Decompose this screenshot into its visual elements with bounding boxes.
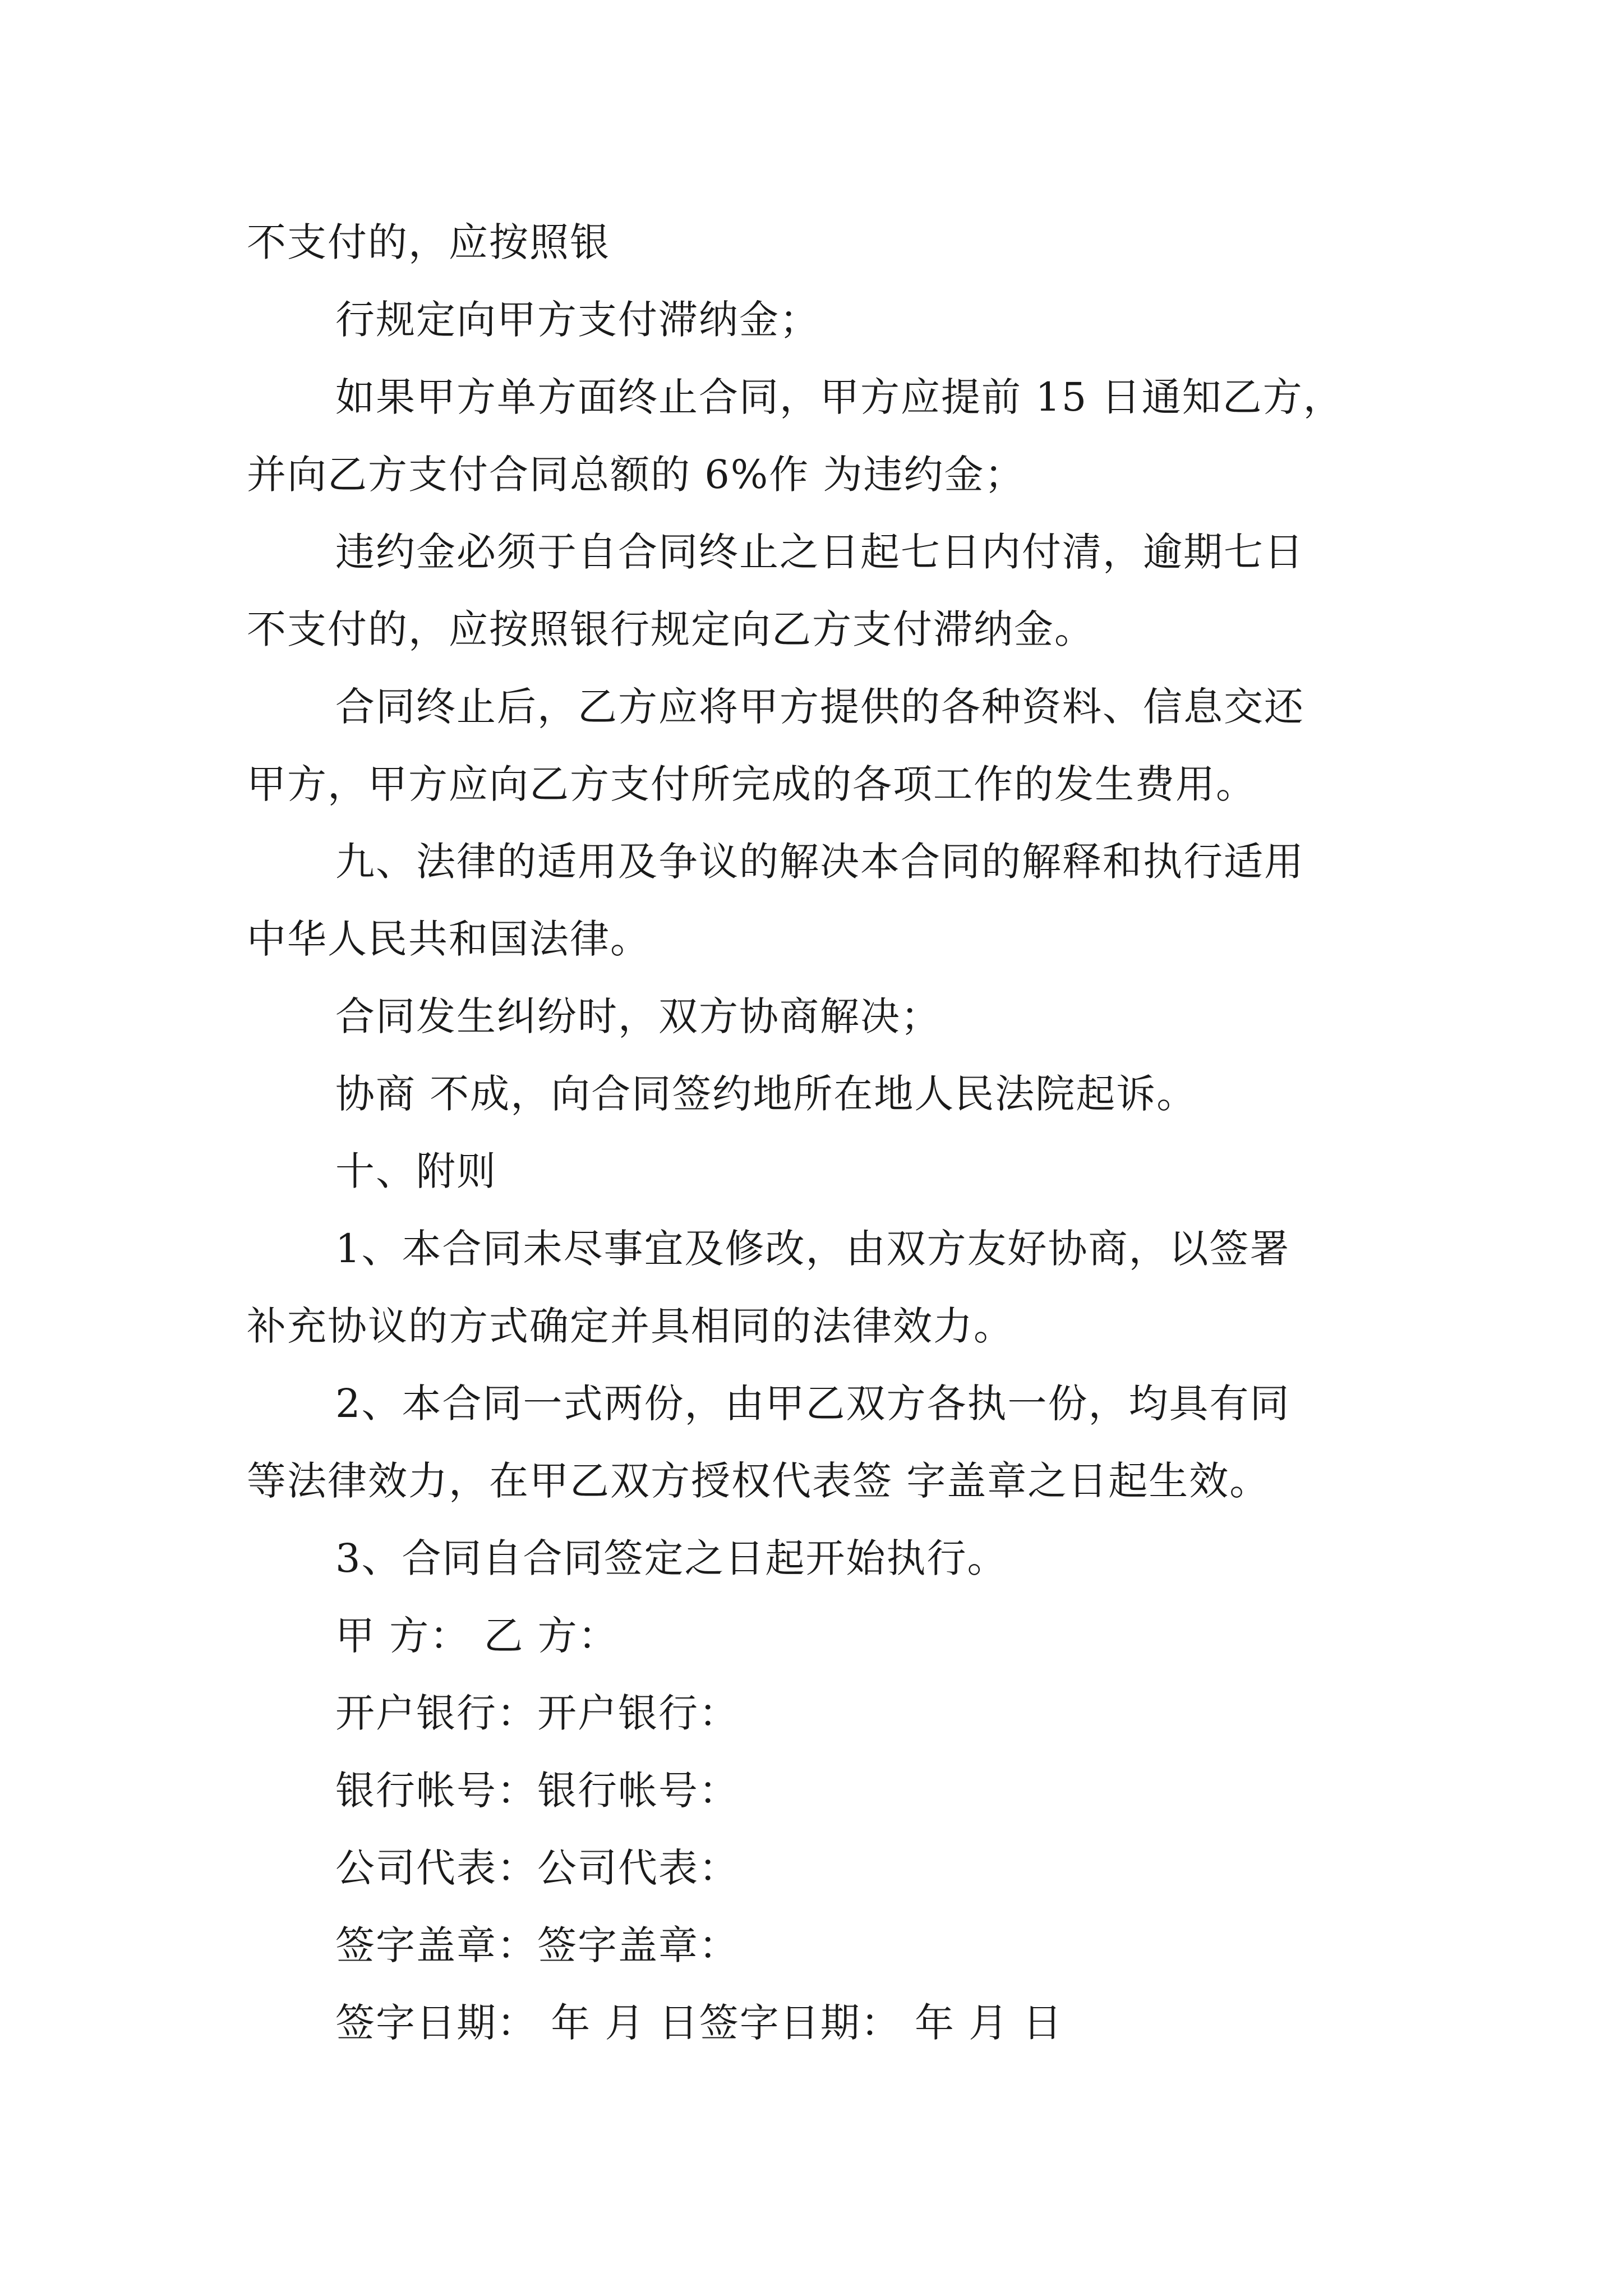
- text-line-15: 补充协议的方式确定并具相同的法律效力。: [247, 1303, 1014, 1349]
- text-line-9: 九、法律的适用及争议的解决本合同的解释和执行适用: [335, 839, 1304, 885]
- text-line-10: 中华人民共和国法律。: [247, 916, 651, 962]
- text-line-6: 不支付的，应按照银行规定向乙方支付滞纳金。: [247, 606, 1095, 652]
- text-line-3: 如果甲方单方面终止合同，甲方应提前 15 日通知乙方，: [335, 374, 1344, 420]
- text-line-23: 签字盖章：签字盖章：: [335, 1922, 739, 1968]
- text-line-2: 行规定向甲方支付滞纳金；: [335, 297, 820, 343]
- text-line-14: 1、本合同未尽事宜及修改，由双方友好协商，以签署: [335, 1226, 1290, 1272]
- text-line-21: 银行帐号：银行帐号：: [335, 1768, 739, 1814]
- text-line-13: 十、附则: [335, 1148, 497, 1194]
- text-line-1: 不支付的，应按照银: [247, 219, 610, 265]
- text-line-4: 并向乙方支付合同总额的 6%作 为违约金；: [247, 452, 1025, 498]
- text-line-5: 违约金必须于自合同终止之日起七日内付清，逾期七日: [335, 529, 1304, 575]
- text-line-8: 甲方，甲方应向乙方支付所完成的各项工作的发生费用。: [247, 761, 1256, 807]
- text-line-7: 合同终止后，乙方应将甲方提供的各种资料、信息交还: [335, 684, 1304, 730]
- text-line-22: 公司代表：公司代表：: [335, 1845, 739, 1891]
- text-line-11: 合同发生纠纷时，双方协商解决；: [335, 993, 941, 1039]
- text-line-18: 3、合同自合同签定之日起开始执行。: [335, 1535, 1008, 1581]
- text-line-19: 甲 方： 乙 方：: [335, 1613, 619, 1659]
- text-line-17: 等法律效力，在甲乙双方授权代表签 字盖章之日起生效。: [247, 1458, 1270, 1504]
- text-line-16: 2、本合同一式两份，由甲乙双方各执一份，均具有同: [335, 1381, 1290, 1427]
- text-line-20: 开户银行：开户银行：: [335, 1690, 739, 1736]
- text-line-24: 签字日期： 年 月 日签字日期： 年 月 日: [335, 2000, 1063, 2046]
- text-line-12: 协商 不成，向合同签约地所在地人民法院起诉。: [335, 1071, 1197, 1117]
